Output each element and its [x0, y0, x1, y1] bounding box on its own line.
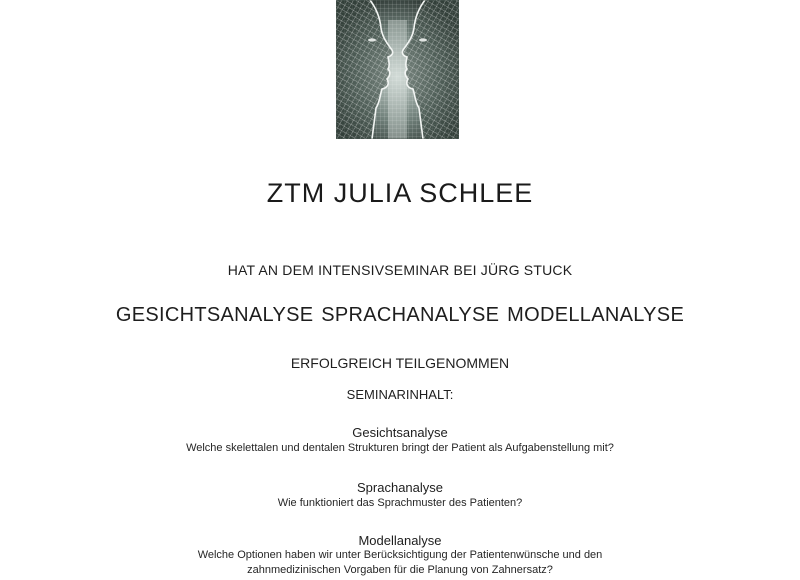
recipient-name: ZTM JULIA SCHLEE	[266, 178, 534, 208]
section-description-modellanalyse-line1: Welche Optionen haben wir unter Berücksichtigung der Patientenwünsche und den	[197, 549, 603, 561]
outcome-line: ERFOLGREICH TEILGENOMMEN	[290, 355, 510, 371]
intro-line: HAT AN DEM INTENSIVSEMINAR BEI JÜRG STUCK	[227, 262, 573, 278]
section-description-modellanalyse-line2: zahnmedizinischen Vorgaben für die Planung von Zahnersatz?	[247, 564, 553, 576]
section-title-sprachanalyse: Sprachanalyse	[357, 480, 443, 495]
section-title-modellanalyse: Modellanalyse	[358, 533, 442, 548]
topics-line: GESICHTSANALYSE SPRACHANALYSE MODELLANALYSE	[115, 304, 685, 326]
seminar-contents-heading: SEMINARINHALT:	[346, 387, 454, 402]
header-image	[336, 0, 459, 139]
section-title-gesichtsanalyse: Gesichtsanalyse	[352, 425, 448, 440]
section-description-gesichtsanalyse: Welche skelettalen und dentalen Strukturen bringt der Patient als Aufgabenstellung mit?	[186, 442, 614, 454]
section-description-sprachanalyse: Wie funktioniert das Sprachmuster des Patienten?	[277, 497, 523, 509]
